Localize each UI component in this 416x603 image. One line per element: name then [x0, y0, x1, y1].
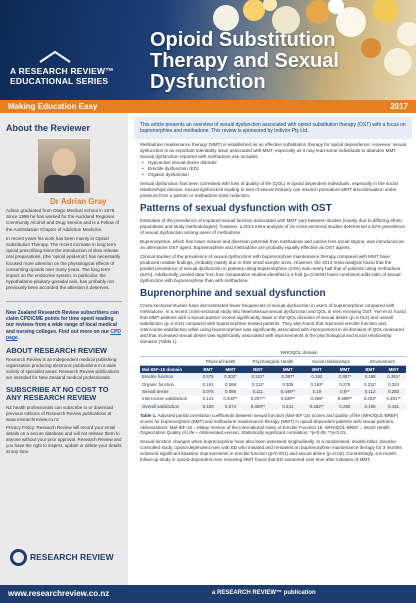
- logo-text: RESEARCH REVIEW: [30, 552, 114, 562]
- table-cell: 0.278: [339, 381, 351, 387]
- brand-line-2: EDUCATIONAL SERIES: [10, 76, 109, 86]
- section-heading-patterns: Patterns of sexual dysfunction with OST: [140, 203, 332, 215]
- table-cell: 0.433**: [223, 396, 238, 402]
- table-cell: 0.324: [388, 381, 400, 387]
- table-cell: 0.387*: [331, 373, 359, 380]
- table-cell: 0.241: [273, 403, 303, 410]
- table-caption: [134, 410, 412, 436]
- subscribe-heading: SUBSCRIBE AT NO COST TO ANY RESEARCH REVIEW: [6, 385, 109, 403]
- table-caption-label: Table 1.: [140, 413, 157, 419]
- table-cell: 0.141: [202, 396, 214, 402]
- table-cell: 0.211*: [363, 381, 377, 387]
- table-cell: 0.193*: [310, 381, 324, 387]
- table-header-cell: BMT: [243, 365, 273, 373]
- table-cell: 0.451**: [386, 396, 401, 402]
- table-cell: 0.5**: [331, 388, 359, 395]
- table-cell: 0.203*: [363, 396, 377, 402]
- table-cell: 0.302*: [218, 373, 243, 380]
- table-row-label: Overall satisfaction: [140, 403, 198, 410]
- cpd-text: New Zealand Research Review subscribers can claim CPD/CME points for time spent reading our reviews from a wide range of local medical and nursing colleges. Find out more on our: [6, 309, 119, 335]
- table-cell: 0.19: [303, 388, 331, 395]
- table-header-cell: MMT: [331, 365, 359, 373]
- table-cell: 0.151: [381, 403, 406, 410]
- table-row: [140, 388, 406, 395]
- table-cell: 0.351*: [381, 373, 406, 380]
- about-reviewer-heading: About the Reviewer: [6, 123, 91, 133]
- table-cell: 0.196: [359, 403, 381, 410]
- table-cell: 0.207**: [250, 396, 266, 402]
- table-row: [140, 403, 406, 410]
- table-header-cell: MMT: [273, 365, 303, 373]
- reviewer-photo: [38, 139, 90, 193]
- table-domain-header: Psychological Health: [243, 357, 303, 365]
- bullet-item: • Hypoactive sexual desire disorder.: [134, 160, 412, 166]
- page-title: Opioid Substitution Therapy and Sexual Dysfunction: [150, 29, 339, 93]
- tagline: Making Education Easy: [8, 102, 98, 111]
- table-cell: 0.387*: [273, 373, 303, 380]
- table-header-cell: BMT: [359, 365, 381, 373]
- table-row: [140, 373, 406, 380]
- table-cell: 0.075: [198, 388, 218, 395]
- footer: [0, 585, 416, 603]
- footer-url-link[interactable]: www.researchreview.co.nz: [8, 589, 110, 598]
- table-row-label: Intercourse satisfaction: [142, 396, 188, 402]
- section-heading-buprenorphine: Buprenorphine and sexual dysfunction: [140, 288, 326, 300]
- about-rr-text: Research Review is an independent medical publishing organisation producing electronic publications in a wide variety of specialist areas. Research Review publications are intended for New Zealand medical professionals.: [6, 357, 120, 381]
- table-header-cell: MMT: [381, 365, 406, 373]
- table-cell: 0.112: [359, 388, 381, 395]
- intro-box: This article presents an overview of sexual dysfunction associated with opioid substitution therapy (OST) with a focus on buprenorphine and methadone. This review is sponsored by Indivior Pty Ltd.: [134, 117, 412, 139]
- table-cell: 0.161: [202, 381, 214, 387]
- reviewer-name: Dr Adrian Gray: [50, 197, 107, 206]
- table-cell: 0.268: [225, 381, 237, 387]
- reviewer-bio-2: In recent years his work has been mainly in Opioid Substitution Therapy. The recent increase in long term opioid prescribing since the introduction of slow release oral preparations, (the 'opioid epidemic') has necessarily focused more attention on the physiological effects of consuming opioids over many years. The long term impact on the endocrine system, in particular, the hypothalamo-pituitary-gonadal axis, has probably not previously been accorded the attention it deserves.: [6, 235, 121, 291]
- table-cell: 0.283: [381, 388, 406, 395]
- photo-body: [44, 175, 84, 193]
- table-cell: 0.222*: [243, 373, 273, 380]
- table-cell: 0.538**: [280, 396, 296, 402]
- table-header-cell: BMT: [303, 365, 331, 373]
- table-cell: 0.211*: [251, 381, 265, 387]
- table-cell: 0.305: [282, 381, 294, 387]
- table-cell: 0.575: [198, 373, 218, 380]
- table-cell: 0.182: [303, 373, 331, 380]
- table-corner: [140, 357, 198, 365]
- table-domain-header: Environment: [359, 357, 406, 365]
- table-cell: 0.111: [243, 388, 273, 395]
- table-cell: 0.598**: [337, 396, 353, 402]
- bullet-item: • Orgasm dysfunction.: [134, 172, 412, 178]
- table-cell: 0.274: [218, 403, 243, 410]
- main-content: [134, 113, 412, 463]
- table-cell: 0.292: [331, 403, 359, 410]
- correlation-table: [140, 357, 406, 410]
- paragraph-3: Estimates of the prevalence of impaired sexual function associated with MMT vary between studies (mainly due to differing ethnic populations and study methodologies); however, a 2014 meta-analysis of 16 cross-sectional studies determined a 52% prevalence of sexual dysfunction among users of methadone.: [140, 218, 405, 236]
- bullet-item: • Erectile dysfunction (ED).: [134, 166, 412, 172]
- logo-circle-icon: [10, 549, 27, 566]
- table-row: [140, 395, 406, 402]
- about-rr-heading: ABOUT RESEARCH REVIEW: [6, 345, 108, 355]
- table-header-row: [140, 365, 406, 373]
- subscribe-text: NZ health professionals can subscribe to or download previous editions of Research Review publications at www.researchreview.co.nz: [6, 404, 114, 422]
- paragraph-4: Buprenorphine, which has lower misuse and diversion potential than methadone and carries less social stigma, was introduced as an alternative OST agent. Buprenorphine and methadone are probably equally effective as OST agents.: [140, 239, 404, 251]
- table-cell: 0.446**: [273, 388, 303, 395]
- table-cell: 0.086: [218, 388, 243, 395]
- table-cell: 0.198: [359, 373, 381, 380]
- tagline-banner: [0, 100, 416, 113]
- paragraph-5: Clinical studies of the prevalence of sexual dysfunction with buprenorphine maintenance therapy compared with MMT have produced notable findings, probably mainly due to their small sample sizes. However, the 2014 meta-analysis found that the pooled prevalence of sexual dysfunction in patients using buprenorphine (24%) was nearly half that of patients using methadone (52%). Additionally, pooled data from four comparative studies identified a 4-fold (p=0.0046) lower combined odds ratio of sexual dysfunction with buprenorphine than with methadone.: [140, 254, 401, 284]
- table-1: [140, 349, 406, 410]
- reviewer-bio-1: Adrian graduated from Otago Medical School in 1975. Since 1999 he has worked for the Auckland Regional Community Alcohol and Drug Service and is a Fellow of the Australasian Chapter of Addiction Medicine.: [6, 208, 120, 232]
- table-group-label: WHOQOL domain: [140, 349, 406, 357]
- table-domain-header: Physical health: [198, 357, 243, 365]
- brand: [10, 66, 130, 86]
- table-row-label: Sexual desire: [140, 388, 198, 395]
- paragraph-6: Cross-sectional studies have demonstrated fewer frequencies of sexual dysfunction in users of buprenorphine compared with methadone. In a recent cross-sectional study into heterosexual sexual dysfunction and QOL in men receiving OST, Yee et al. found that MMT patients with a sexual partner scored significantly lower in the QOL domains of sexual desire (p=0.012) and overall satisfaction (p=0.043) compared with buprenorphine-treated patients. They also found that improved erectile function and intercourse satisfaction while using buprenorphine was significantly associated with improvement in all domains of QOL measured and that increased sexual desire was significantly associated with improvements in the psychological and social relationship domains (Table 1).: [140, 303, 406, 345]
- paragraph-2: Sexual dysfunction has been correlated with loss of quality of life (QOL) in opioid dependent individuals, especially in the social relationships domain. Sexual dysfunction leading to loss of sexual intimacy can result in premature MMT discontinuation under pressure from a partner or methadone dose reduction.: [140, 181, 398, 199]
- table-cell: 0.309**: [243, 403, 273, 410]
- year: 2017: [390, 102, 408, 111]
- table-caption-text: Adjusted partial correlation coefficients between sexual function (Mal-IEF-15) scores and quality of life (WHOQOL-BREF) scores for buprenorphine (BMT) and methadone maintenance therapy (MMT) in opioid-dependent patients with sexual partners. Abbreviations: Mal-IEF-15 = Malay Version of the International Index of Erectile Function 15; WHOQOL-BREF = World Health Organization Quality of Life – Abbreviated version. Statistically significant correlation: *p<0.05; **p<0.01.: [140, 413, 399, 436]
- header: [0, 0, 416, 100]
- paragraph-1: Methadone maintenance therapy (MMT) is established as an effective substitution therapy for opioid dependence. However, sexual dysfunction is an important tolerability issue associated with MMT, especially as it may lead some individuals to abandon MMT. Sexual dysfunction reported with methadone use includes:: [140, 142, 406, 160]
- table-row-label: Organic function: [142, 381, 174, 387]
- paragraph-7: Sexual function changes when buprenorphine have also been assessed longitudinally. In a randomised, double-blind, placebo-controlled study, opioid-dependent men with ED who initiated and remained on buprenorphine maintenance therapy for 3 months achieved significant baseline improvements in erectile function (p<0.001) and sexual desire (p=0.02). Contrastingly, a 6-month follow-up study in opioid-dependent men receiving MMT found that ED worsened over time after initiation of MMT.: [140, 439, 402, 463]
- photo-face: [52, 148, 76, 176]
- brand-line-1: A RESEARCH REVIEW™: [10, 66, 114, 76]
- research-review-logo: [8, 547, 120, 569]
- table-row-label: Erectile function: [140, 373, 198, 380]
- table-header-cell: BMT: [198, 365, 218, 373]
- sidebar: [0, 113, 128, 585]
- table-header-cell: Mal-IIEF-15 domain: [140, 365, 198, 373]
- divider: [6, 301, 122, 302]
- table-domain-row: [140, 357, 406, 365]
- research-review-logo-mark: [38, 50, 72, 64]
- table-cell: 0.282**: [303, 403, 331, 410]
- table-row: [140, 381, 406, 388]
- table-cell: 0.269*: [310, 396, 324, 402]
- privacy-text: Privacy Policy: Research Review will record your email details on a secure database and will not release them to anyone without your prior approval. Research Review and you have the right to inspect, update or delete your details at any time.: [6, 424, 122, 454]
- cpd-link[interactable]: CPD page: [6, 328, 122, 342]
- table-header-cell: MMT: [218, 365, 243, 373]
- footer-publication: a RESEARCH REVIEW™ publication: [212, 590, 316, 596]
- table-cell: 0.160: [198, 403, 218, 410]
- cpd-notice: New Zealand Research Review subscribers can claim CPD/CME points for time spent reading our reviews from a wide range of local medical and nursing colleges. Find out more on our CPD page.: [6, 309, 122, 342]
- table-domain-header: Social relationships: [303, 357, 359, 365]
